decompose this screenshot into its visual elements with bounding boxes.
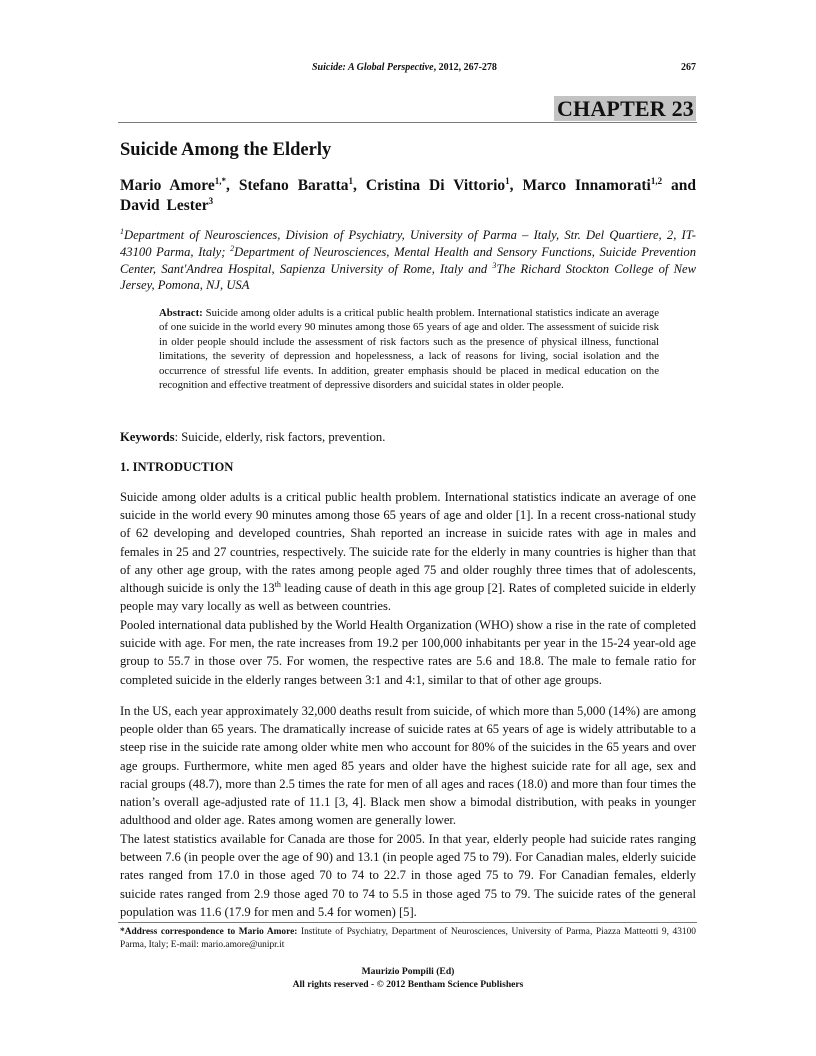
page-number: 267 — [681, 62, 696, 73]
author-name: Marco Innamorati — [522, 177, 651, 194]
editor-line: Maurizio Pompili (Ed) — [361, 966, 455, 977]
body-paragraph: Pooled international data published by the World Health Organization (WHO) show a rise in the rate of completed suicide with age. For men, the rate increases from 19.2 per 100,000 inhabitants per year in the 15-24 year-old age group to 55.7 in those over 75. For women, the respective rates are 5.6 and 18.8. The male to female ratio for completed suicide in the elderly ranges between 3:1 and 4:1, similar to that of other age groups. — [120, 618, 696, 687]
journal-details: , 2012, 267-278 — [433, 62, 497, 73]
abstract — [159, 306, 659, 392]
affiliation-text: The Richard Stockton College of New Jersey, Pomona, NJ, USA — [120, 261, 697, 293]
body-paragraph: In the US, each year approximately 32,000 deaths result from suicide, of which more than 5,000 (14%) are among people older than 65 years. The dramatically increase of suicide rates at 65 years of age is widely attributable to a steep rise in the suicide rate among older white men who account for 80% of the suicides in the 65 years and over age groups. Furthermore, white men aged 85 years and older have the highest suicide rate for all age, sex and racial groups (48.7), more than 2.5 times the rate for men of all ages and races (18.0) and more than four times the nation’s overall age-adjusted rate of 11.1 [3, 4]. Black men show a bimodal distribution, with peaks in younger adulthood and older age. Rates among women are generally lower. — [120, 704, 696, 828]
section-heading: 1. INTRODUCTION — [120, 460, 234, 474]
author-affiliation-marker: 1,2 — [650, 176, 663, 186]
chapter-label: CHAPTER 23 — [554, 96, 696, 121]
affiliation-marker: 1 — [120, 227, 124, 236]
body-paragraph — [120, 488, 696, 615]
author-affiliation-marker: 1 — [348, 176, 354, 186]
running-head — [120, 62, 696, 76]
author-separator: , — [353, 177, 366, 194]
paragraph-text: Suicide among older adults is a critical public health problem. International statistics indicate an average of one suicide in the world every 90 minutes among those 65 years of age and older [1]. In a recent cross-national study of 62 developing and developed countries, Shah reported an increase in suicide rates with age in males and females in 25 and 27 countries, respectively. The suicide rate for the elderly in many countries is higher than that of any other age group, with the rates among people aged 75 and older roughly three times that of adolescents, although suicide is only the 13 — [120, 490, 696, 596]
footnote-label: *Address correspondence to Mario Amore: — [120, 927, 298, 937]
keywords-text: : Suicide, elderly, risk factors, prevention. — [174, 430, 386, 444]
affiliation-text: Department of Neurosciences, Mental Health and Sensory Functions, Suicide Prevention Center, Sant'Andrea Hospital, Sapienza University of Rome, Italy and — [120, 244, 696, 276]
publisher-info — [120, 966, 696, 991]
author-separator: , — [226, 177, 239, 194]
author-name: Mario Amore — [120, 177, 215, 194]
affiliation-marker: 3 — [492, 260, 497, 270]
affiliation-marker: 2 — [230, 243, 235, 253]
affiliation-text: Department of Neurosciences, Division of Psychiatry, University of Parma – Italy, Str. Del Quartiere, 2, IT-43100 Parma, Italy; — [120, 228, 696, 259]
journal-citation — [312, 62, 497, 73]
keywords-label: Keywords — [120, 430, 175, 444]
chapter-divider — [118, 122, 697, 123]
chapter-title: Suicide Among the Elderly — [120, 140, 332, 160]
footnote-text: Institute of Psychiatry, Department of Neurosciences, University of Parma, Piazza Matteotti 9, 43100 Parma, Italy; E-mail: mario.amore@unipr.it — [120, 927, 696, 950]
author-name: Stefano Baratta — [238, 177, 349, 194]
author-name: David Lester — [120, 197, 209, 214]
body-paragraph: The latest statistics available for Canada are those for 2005. In that year, elderly people had suicide rates ranging between 7.6 (in people over the age of 90) and 13.1 (in people aged 75 to 79). For Canadian males, elderly suicide rates ranged from 17.0 in those aged 70 to 74 to 22.7 in those aged 75 to 79. For Canadian females, elderly suicide rates ranged from 2.9 those aged 70 to 74 to 5.5 in those aged 75 to 79. The suicide rates of the general population was 11.6 (17.9 for men and 5.4 for women) [5]. — [120, 832, 696, 919]
author-name: Cristina Di Vittorio — [365, 177, 506, 194]
footnote-divider — [118, 922, 697, 923]
author-separator: , — [509, 177, 523, 194]
correspondence-footnote — [120, 926, 696, 951]
author-affiliation-marker: 1 — [505, 176, 510, 186]
paragraph-text: leading cause of death in this age group [2]. Rates of completed suicide in elderly people may vary locally as well as between countries. — [120, 581, 696, 614]
author-affiliation-marker: 3 — [208, 196, 214, 206]
author-list — [120, 176, 696, 216]
author-separator: and — [662, 177, 696, 194]
keywords — [120, 430, 385, 445]
journal-title: Suicide: A Global Perspective — [312, 62, 434, 73]
copyright-line: All rights reserved - © 2012 Bentham Science Publishers — [292, 978, 524, 990]
affiliations — [120, 227, 696, 294]
author-affiliation-marker: 1,* — [214, 176, 226, 186]
abstract-label: Abstract: — [159, 307, 203, 319]
abstract-text: Suicide among older adults is a critical public health problem. International statistics indicate an average of one suicide in the world every 90 minutes among those 65 years of age and older. The assessment of suicide risk in older people should include the assessment of risk factors such as the presence of physical illness, functional limitations, the severity of depression and hopelessness, a lack of reasons for living, social isolation and the occurrence of stressful life events. In addition, greater emphasis should be placed in medical education on the recognition and effective treatment of depressive disorders and suicidal states in older people. — [159, 307, 659, 392]
ordinal-suffix: th — [274, 580, 281, 590]
